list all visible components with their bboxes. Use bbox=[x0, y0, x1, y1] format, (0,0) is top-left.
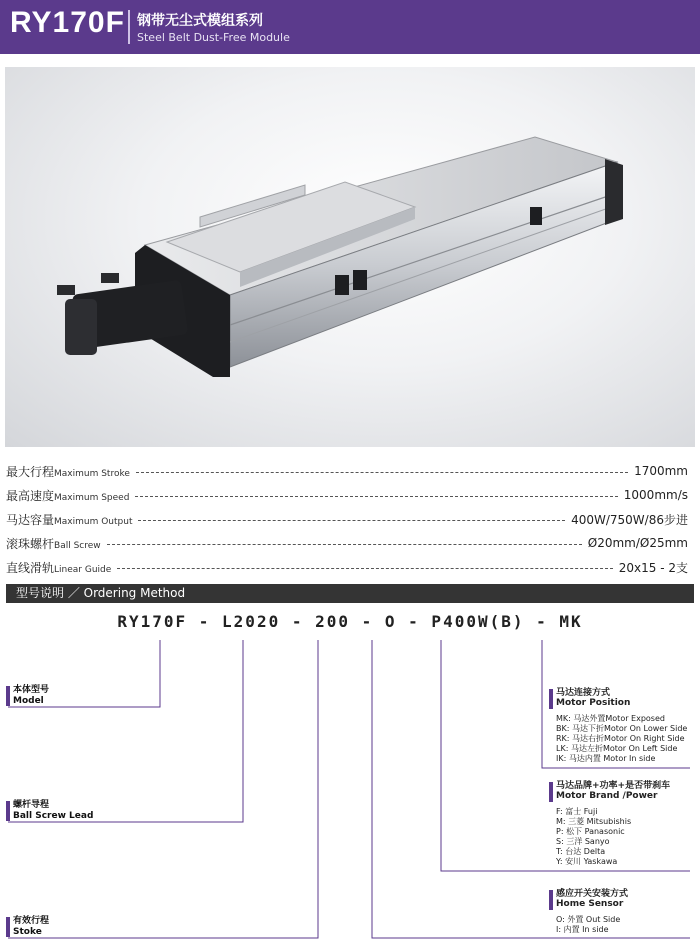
label-model: 本体型号 Model bbox=[13, 685, 49, 707]
spec-label-en: Ball Screw bbox=[54, 540, 101, 551]
option-item: T: 台达 Delta bbox=[556, 847, 606, 856]
option-item: IK: 马达内置 Motor In side bbox=[556, 754, 656, 763]
spec-label-en: Maximum Stroke bbox=[54, 468, 130, 479]
spec-label-cn: 滚珠螺杆 bbox=[6, 536, 55, 551]
spec-value: 400W/750W/86步进 bbox=[571, 512, 688, 527]
ordering-method-label: 型号说明 ／ Ordering Method bbox=[16, 586, 186, 600]
option-item: I: 内置 In side bbox=[556, 925, 609, 934]
spec-value: Ø20mm/Ø25mm bbox=[587, 536, 688, 550]
option-item: P: 松下 Panasonic bbox=[556, 827, 625, 836]
option-item: LK: 马达左折Motor On Left Side bbox=[556, 744, 678, 753]
series-title-cn: 钢带无尘式模组系列 bbox=[137, 13, 263, 29]
series-title-en: Steel Belt Dust-Free Module bbox=[137, 31, 290, 44]
option-item: S: 三洋 Sanyo bbox=[556, 837, 610, 846]
option-item: F: 富士 Fuji bbox=[556, 807, 598, 816]
option-item: BK: 马达下折Motor On Lower Side bbox=[556, 724, 688, 733]
option-item: O: 外置 Out Side bbox=[556, 915, 621, 924]
spec-label-cn: 直线滑轨 bbox=[6, 560, 55, 575]
option-item: MK: 马达外置Motor Exposed bbox=[556, 714, 665, 723]
spec-label-cn: 最高速度 bbox=[6, 488, 55, 503]
spec-label-en: Maximum Speed bbox=[54, 492, 130, 503]
label-stroke: 有效行程 Stoke bbox=[13, 916, 49, 938]
option-item: M: 三菱 Mitsubishis bbox=[556, 817, 632, 826]
spec-label-en: Maximum Output bbox=[54, 516, 133, 527]
model-title: RY170F bbox=[10, 6, 125, 39]
motor-brand-block: 马达品牌+功率+是否带刹车 Motor Brand /Power F: 富士 Fuji M: 三菱 Mitsubishis P: 松下 Panasonic S: 三洋 Sanyo T: 台达 Delta Y: 安川 Yaskawa bbox=[556, 781, 670, 867]
option-item: RK: 马达右折Motor On Right Side bbox=[556, 734, 685, 743]
spec-value: 1000mm/s bbox=[623, 488, 688, 502]
spec-value: 1700mm bbox=[634, 464, 688, 478]
spec-label-cn: 最大行程 bbox=[6, 464, 55, 479]
spec-value: 20x15 - 2支 bbox=[618, 560, 688, 575]
label-ball-screw-lead: 螺杆导程 Ball Screw Lead bbox=[13, 800, 93, 822]
line-lead bbox=[8, 640, 243, 822]
model-code: RY170F - L2020 - 200 - O - P400W(B) - MK bbox=[117, 612, 583, 631]
option-item: Y: 安川 Yaskawa bbox=[556, 857, 618, 866]
spec-label-en: Linear Guide bbox=[54, 564, 112, 575]
spec-label-cn: 马达容量 bbox=[6, 512, 55, 527]
motor-position-block: 马达连接方式 Motor Position MK: 马达外置Motor Exposed BK: 马达下折Motor On Lower Side RK: 马达右折Motor On Right Side LK: 马达左折Motor On Left Side IK: 马达内置 Motor In side bbox=[556, 688, 687, 764]
line-stroke bbox=[8, 640, 318, 938]
home-sensor-block: 感应开关安装方式 Home Sensor O: 外置 Out Side I: 内置 In side bbox=[556, 889, 628, 935]
